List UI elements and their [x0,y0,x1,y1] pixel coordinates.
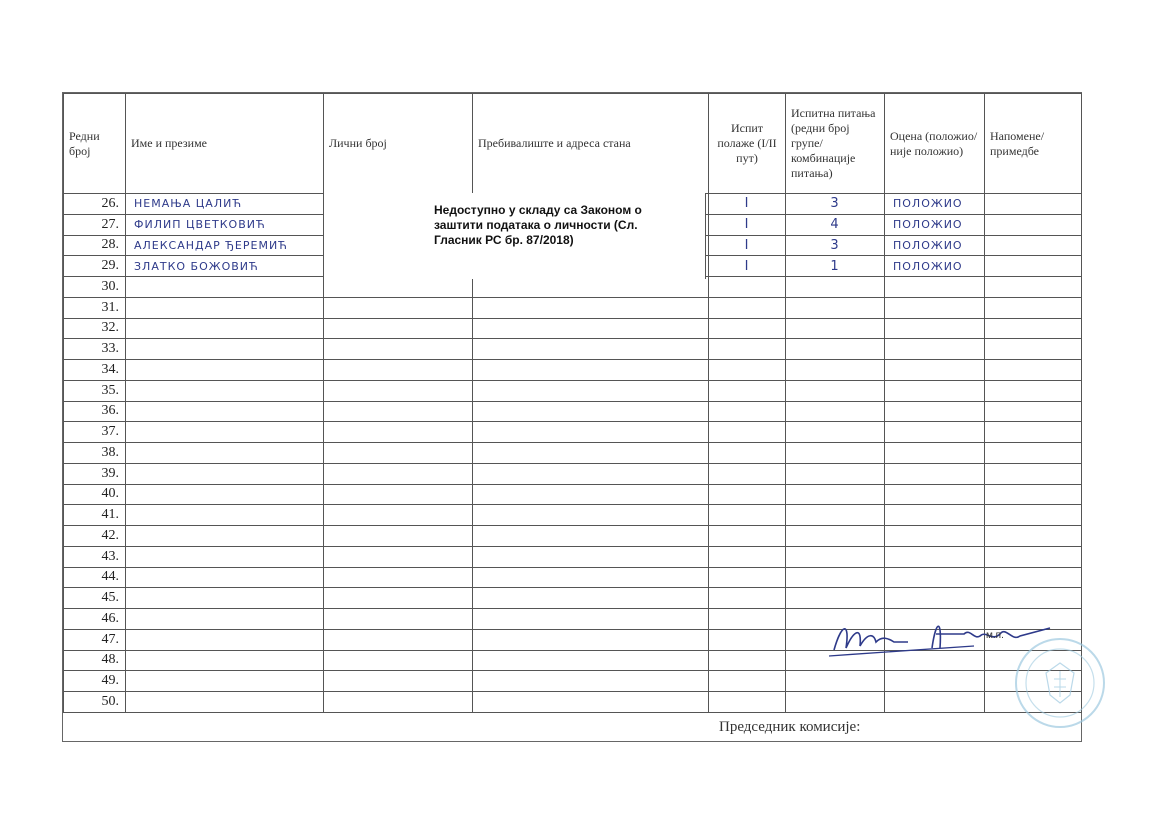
cell-address [473,422,709,443]
table-row [64,443,1082,464]
cell-grade: ПОЛОЖИО [885,235,985,256]
cell-questions [786,339,885,360]
cell-name [126,277,324,298]
cell-grade [885,422,985,443]
cell-notes [985,505,1082,526]
cell-exam [709,650,786,671]
cell-grade [885,588,985,609]
cell-id [324,484,473,505]
cell-id [324,277,473,298]
table-row [64,671,1082,692]
redaction-notice: Недоступно у складу са Законом о заштити података о личности (Сл. Гласник РС бр. 87/2018) [434,203,642,247]
cell-address [473,443,709,464]
row-number: 32. [64,318,126,339]
cell-id [324,443,473,464]
cell-grade [885,277,985,298]
cell-exam [709,443,786,464]
cell-name [126,380,324,401]
cell-id [324,297,473,318]
table-row [64,360,1082,381]
cell-questions [786,360,885,381]
cell-grade [885,297,985,318]
cell-exam [709,546,786,567]
cell-name [126,629,324,650]
cell-name [126,463,324,484]
row-number: 49. [64,671,126,692]
cell-notes [985,214,1082,235]
cell-notes [985,194,1082,215]
cell-id [324,318,473,339]
table-row [64,588,1082,609]
cell-name: ЗЛАТКО БОЖОВИЋ [126,256,324,277]
cell-grade [885,318,985,339]
cell-grade [885,484,985,505]
cell-exam [709,401,786,422]
cell-name [126,401,324,422]
cell-id [324,692,473,713]
cell-grade [885,671,985,692]
table-row [64,526,1082,547]
cell-exam: I [709,235,786,256]
cell-grade [885,567,985,588]
cell-questions: 4 [786,214,885,235]
header-name: Име и презиме [126,94,324,194]
cell-notes [985,588,1082,609]
cell-name: ФИЛИП ЦВЕТКОВИЋ [126,214,324,235]
cell-notes [985,297,1082,318]
row-number: 30. [64,277,126,298]
cell-grade [885,546,985,567]
cell-address [473,360,709,381]
header-num: Редни број [64,94,126,194]
cell-questions [786,546,885,567]
stamp-icon [1010,633,1110,733]
cell-notes [985,567,1082,588]
cell-notes [985,277,1082,298]
row-number: 40. [64,484,126,505]
cell-id [324,422,473,443]
row-number: 34. [64,360,126,381]
cell-exam [709,609,786,630]
table-row [64,380,1082,401]
cell-questions [786,297,885,318]
cell-address [473,339,709,360]
cell-address [473,297,709,318]
cell-address [473,650,709,671]
header-row [64,94,1082,194]
cell-id [324,546,473,567]
cell-grade [885,526,985,547]
row-number: 33. [64,339,126,360]
cell-address [473,671,709,692]
cell-exam [709,277,786,298]
row-number: 29. [64,256,126,277]
cell-questions [786,318,885,339]
cell-questions [786,463,885,484]
header-id: Лични број [324,94,473,194]
cell-id [324,339,473,360]
redaction-box [323,193,706,279]
cell-notes [985,235,1082,256]
cell-name [126,422,324,443]
cell-grade: ПОЛОЖИО [885,194,985,215]
cell-notes [985,256,1082,277]
cell-notes [985,380,1082,401]
cell-grade [885,339,985,360]
cell-notes [985,339,1082,360]
cell-exam [709,380,786,401]
cell-grade [885,463,985,484]
cell-notes [985,360,1082,381]
cell-name [126,567,324,588]
table-row [64,277,1082,298]
cell-exam [709,484,786,505]
cell-questions: 3 [786,235,885,256]
cell-questions [786,692,885,713]
cell-address [473,484,709,505]
cell-exam [709,297,786,318]
cell-notes [985,422,1082,443]
footer-row [63,719,1081,741]
table-row [64,484,1082,505]
cell-id [324,401,473,422]
cell-id [324,629,473,650]
row-number: 26. [64,194,126,215]
cell-id [324,671,473,692]
cell-exam [709,463,786,484]
cell-questions [786,443,885,464]
cell-address [473,401,709,422]
cell-questions [786,277,885,298]
chairman-label: Председник комисије: [719,719,861,735]
cell-name [126,297,324,318]
cell-questions [786,380,885,401]
row-number: 43. [64,546,126,567]
row-number: 42. [64,526,126,547]
cell-address [473,318,709,339]
row-number: 27. [64,214,126,235]
cell-address [473,546,709,567]
table-row [64,401,1082,422]
cell-questions [786,484,885,505]
cell-exam [709,318,786,339]
cell-exam [709,588,786,609]
cell-name [126,650,324,671]
row-number: 44. [64,567,126,588]
cell-name [126,443,324,464]
cell-exam [709,339,786,360]
cell-name [126,318,324,339]
cell-grade: ПОЛОЖИО [885,256,985,277]
row-number: 36. [64,401,126,422]
cell-grade [885,360,985,381]
cell-address [473,505,709,526]
row-number: 50. [64,692,126,713]
cell-name: АЛЕКСАНДАР ЂЕРЕМИЋ [126,235,324,256]
header-questions: Испитна питања (редни број групе/ комбинације питања) [786,94,885,194]
row-number: 28. [64,235,126,256]
row-number: 37. [64,422,126,443]
cell-questions [786,401,885,422]
cell-questions [786,422,885,443]
cell-exam [709,526,786,547]
cell-name [126,360,324,381]
cell-name: НЕМАЊА ЦАЛИЋ [126,194,324,215]
cell-id [324,567,473,588]
table-row [64,339,1082,360]
table-row [64,692,1082,713]
cell-id [324,609,473,630]
table-row [64,567,1082,588]
table-row [64,318,1082,339]
header-notes: Напомене/ примедбе [985,94,1082,194]
cell-address [473,609,709,630]
mp-label: м.п. [986,630,1004,641]
table-row [64,463,1082,484]
cell-id [324,588,473,609]
cell-name [126,546,324,567]
cell-exam [709,629,786,650]
header-grade: Оцена (положио/ није положио) [885,94,985,194]
cell-address [473,277,709,298]
cell-exam [709,505,786,526]
table-row [64,505,1082,526]
cell-name [126,526,324,547]
cell-exam: I [709,214,786,235]
cell-questions: 1 [786,256,885,277]
row-number: 35. [64,380,126,401]
row-number: 46. [64,609,126,630]
cell-notes [985,443,1082,464]
cell-name [126,484,324,505]
cell-notes [985,484,1082,505]
cell-questions: 3 [786,194,885,215]
row-number: 41. [64,505,126,526]
cell-address [473,463,709,484]
cell-name [126,671,324,692]
header-address: Пребивалиште и адреса стана [473,94,709,194]
cell-notes [985,401,1082,422]
cell-exam [709,360,786,381]
cell-questions [786,567,885,588]
row-number: 39. [64,463,126,484]
cell-name [126,609,324,630]
cell-address [473,692,709,713]
table-row [64,297,1082,318]
cell-address [473,588,709,609]
cell-questions [786,526,885,547]
row-number: 47. [64,629,126,650]
cell-name [126,692,324,713]
row-number: 31. [64,297,126,318]
cell-address [473,526,709,547]
cell-grade [885,401,985,422]
cell-grade [885,692,985,713]
cell-questions [786,671,885,692]
cell-address [473,380,709,401]
row-number: 38. [64,443,126,464]
header-exam: Испит полаже (I/II пут) [709,94,786,194]
table-row [64,422,1082,443]
cell-address [473,629,709,650]
cell-questions [786,505,885,526]
cell-name [126,588,324,609]
cell-exam: I [709,256,786,277]
cell-exam [709,567,786,588]
cell-exam [709,422,786,443]
cell-name [126,339,324,360]
cell-grade [885,443,985,464]
table-row [64,546,1082,567]
cell-id [324,650,473,671]
cell-questions [786,588,885,609]
cell-exam: I [709,194,786,215]
cell-notes [985,546,1082,567]
cell-address [473,567,709,588]
cell-notes [985,318,1082,339]
cell-exam [709,692,786,713]
cell-id [324,380,473,401]
cell-notes [985,526,1082,547]
cell-grade: ПОЛОЖИО [885,214,985,235]
cell-grade [885,505,985,526]
cell-name [126,505,324,526]
cell-id [324,360,473,381]
row-number: 45. [64,588,126,609]
cell-id [324,463,473,484]
cell-exam [709,671,786,692]
row-number: 48. [64,650,126,671]
cell-id [324,505,473,526]
cell-notes [985,463,1082,484]
cell-grade [885,380,985,401]
cell-id [324,526,473,547]
